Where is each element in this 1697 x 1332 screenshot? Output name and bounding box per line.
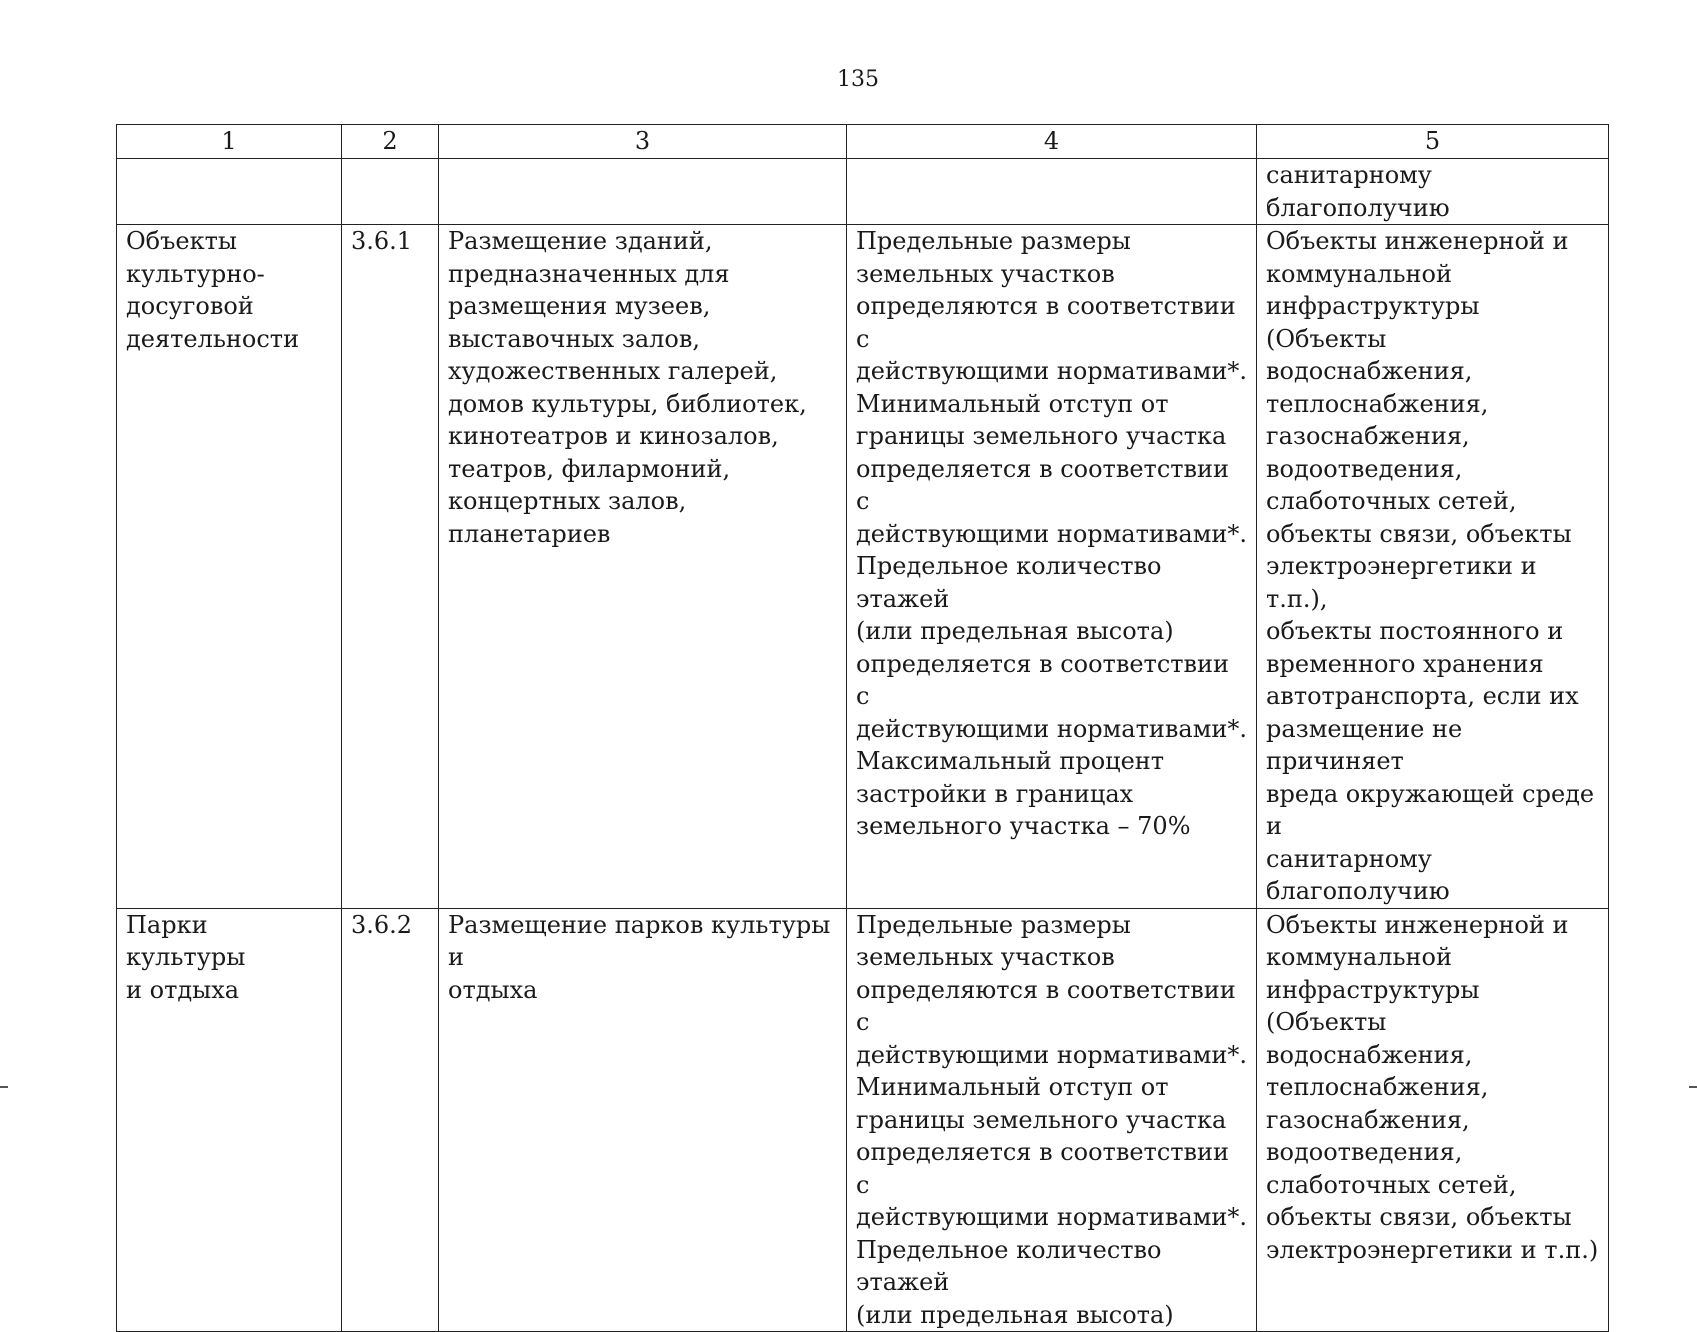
cell-code: 3.6.2 (342, 908, 439, 1332)
cell-parameters (847, 159, 1257, 225)
header-cell-2: 2 (342, 125, 439, 159)
page-number: 135 (837, 67, 879, 92)
cell-object-name: Парки культуры и отдыха (117, 908, 342, 1332)
table-row-continuation (117, 159, 1609, 225)
cell-auxiliary-uses: Объекты инженерной и коммунальной инфраструктуры (Объекты водоснабжения, теплоснабжения, газоснабжения, водоотведения, слаботочных сетей, объекты связи, объекты электроэнергетики и т.п.), объекты постоянного и временного хранения автотранспорта, если их размещение не причиняет вреда окружающей среде и санитарному благополучию (1257, 225, 1609, 909)
table-header-row (117, 125, 1609, 159)
header-cell-3: 3 (439, 125, 847, 159)
header-cell-4: 4 (847, 125, 1257, 159)
right-margin-tick (1689, 1086, 1697, 1088)
regulations-table (116, 124, 1609, 1332)
left-margin-tick (0, 1086, 8, 1088)
header-cell-5: 5 (1257, 125, 1609, 159)
cell-code: 3.6.1 (342, 225, 439, 909)
cell-auxiliary-uses: санитарному благополучию (1257, 159, 1609, 225)
header-cell-1: 1 (117, 125, 342, 159)
cell-object-name: Объекты культурно- досуговой деятельности (117, 225, 342, 909)
cell-object-name (117, 159, 342, 225)
cell-parameters: Предельные размеры земельных участков определяются в соответствии с действующими нормативами*. Минимальный отступ от границы земельного участка определяется в соответствии с действующими нормативами*. Предельное количество этажей (или предельная высота) (847, 908, 1257, 1332)
cell-description: Размещение парков культуры и отдыха (439, 908, 847, 1332)
cell-description: Размещение зданий, предназначенных для размещения музеев, выставочных залов, художественных галерей, домов культуры, библиотек, кинотеатров и кинозалов, театров, филармоний, концертных залов, планетариев (439, 225, 847, 909)
cell-code (342, 159, 439, 225)
table-row-cultural-leisure (117, 225, 1609, 909)
cell-parameters: Предельные размеры земельных участков определяются в соответствии с действующими нормативами*. Минимальный отступ от границы земельного участка определяется в соответствии с действующими нормативами*. Предельное количество этажей (или предельная высота) определяется в соответствии с действующими нормативами*. Максимальный процент застройки в границах земельного участка – 70% (847, 225, 1257, 909)
cell-auxiliary-uses: Объекты инженерной и коммунальной инфраструктуры (Объекты водоснабжения, теплоснабжения, газоснабжения, водоотведения, слаботочных сетей, объекты связи, объекты электроэнергетики и т.п.) (1257, 908, 1609, 1332)
table-row-culture-parks (117, 908, 1609, 1332)
cell-description (439, 159, 847, 225)
